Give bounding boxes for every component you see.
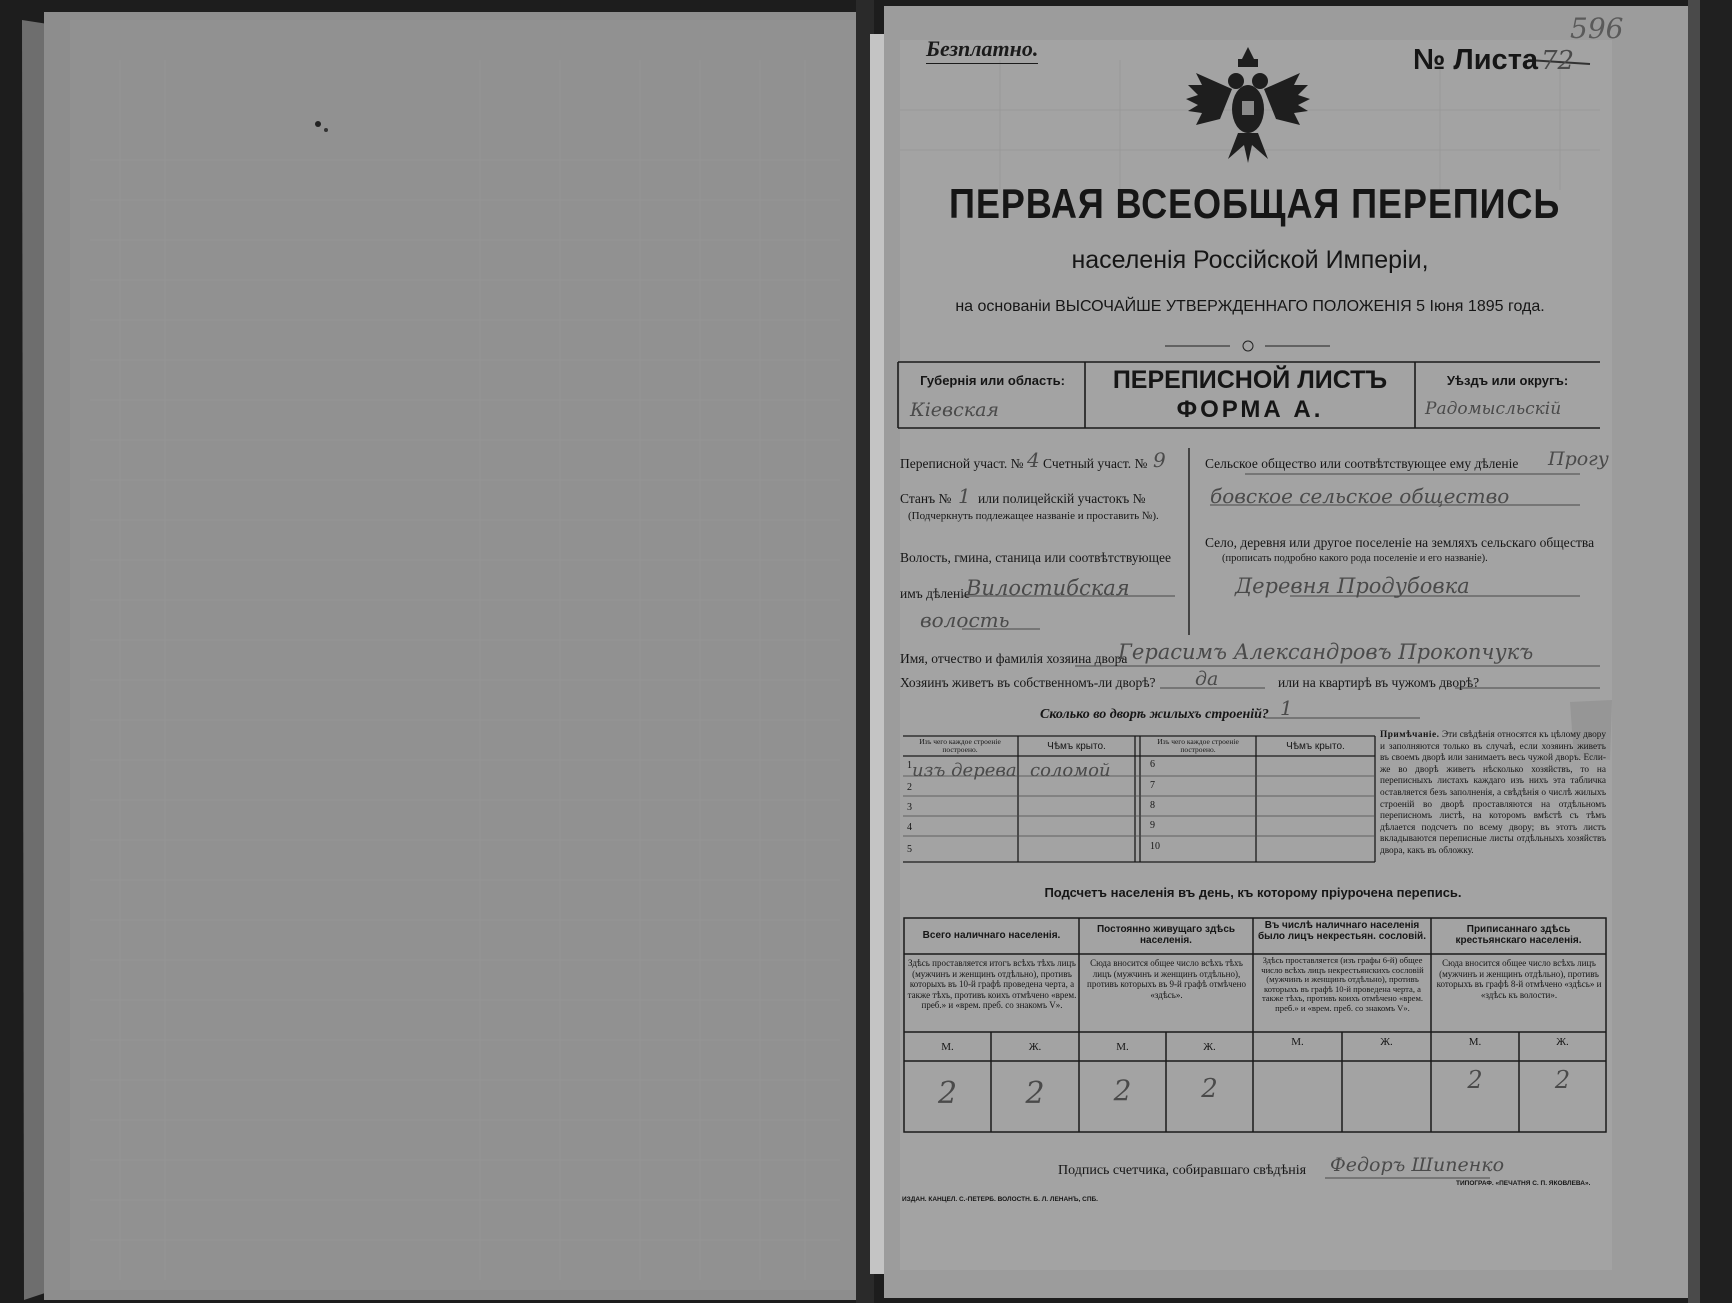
police-label: или полицейскій участокъ № bbox=[978, 491, 1146, 506]
signature-label: Подпись счетчика, собиравшаго свѣдѣнія bbox=[1058, 1163, 1307, 1178]
free-label: Безплатно. bbox=[926, 36, 1038, 64]
pop-value: 2 bbox=[1025, 1076, 1045, 1111]
pop-col-header: Всего наличнаго населенія. bbox=[922, 930, 1061, 941]
note-title: Примѣчаніе. bbox=[1380, 730, 1440, 740]
census-section-value: 4 bbox=[1027, 448, 1040, 472]
signature-value: Федоръ Шипенко bbox=[1330, 1154, 1505, 1176]
pop-m-header: М. bbox=[1291, 1036, 1304, 1048]
census-basis: на основаніи ВЫСОЧАЙШЕ УТВЕРЖДЕННАГО ПОЛОЖЕНІЯ 5 Іюня 1895 года. bbox=[955, 298, 1545, 315]
sheet-number-label: № Листа bbox=[1413, 44, 1539, 76]
pop-m-header: М. bbox=[1468, 1036, 1482, 1048]
building-row-number: 1 bbox=[907, 760, 912, 771]
pop-value: 2 bbox=[1113, 1074, 1132, 1107]
stan-value: 1 bbox=[958, 484, 971, 508]
own-yard-value: да bbox=[1195, 668, 1219, 690]
pop-col-desc: Сюда вносится общее число всѣхъ лицъ (мужчинъ и женщинъ отдѣльно), противъ которыхъ въ графѣ 8-й отмѣчено «здѣсь» и «здѣсь къ волости». bbox=[1436, 958, 1602, 1000]
building-row-number: 10 bbox=[1150, 841, 1160, 852]
census-section-label: Переписной участ. № bbox=[900, 456, 1024, 471]
buildings-count-label: Сколько во дворѣ жилыхъ строеній? bbox=[1040, 707, 1269, 722]
pop-f-header: Ж. bbox=[1203, 1041, 1216, 1053]
pop-col-desc: Сюда вносится общее число всѣхъ тѣхъ лицъ (мужчинъ и женщинъ отдѣльно), противъ которыхъ въ 9-й графѣ отмѣчено «здѣсь». bbox=[1087, 958, 1246, 1000]
society-value: Прогу bbox=[1548, 448, 1609, 470]
publisher-imprint: ИЗДАН. КАНЦЕЛ. С.-ПЕТЕРБ. ВОЛОСТН. Б. Л. ЛЕНАНЪ, СПБ. bbox=[902, 1196, 1098, 1203]
owner-name-value: Герасимъ Александровъ Прокопчукъ bbox=[1118, 640, 1534, 664]
society-value-2: бовское сельское общество bbox=[1210, 484, 1510, 508]
col-material-header-right: Изъ чего каждое строеніе построено. bbox=[1157, 737, 1239, 754]
village-value: Деревня Продубовка bbox=[1235, 574, 1470, 598]
population-title: Подсчетъ населенія въ день, къ которому пріурочена перепись. bbox=[1044, 885, 1462, 900]
building-roof: соломой bbox=[1030, 760, 1111, 781]
pop-m-header: М. bbox=[941, 1041, 954, 1053]
printer-imprint: ТИПОГРАФ. «ПЕЧАТНЯ С. П. ЯКОВЛЕВА». bbox=[1456, 1180, 1591, 1187]
volost-value: Вилостибская bbox=[966, 576, 1130, 600]
district-value: Радомысльскій bbox=[1425, 399, 1562, 419]
pop-m-header: М. bbox=[1116, 1041, 1129, 1053]
district-label: Уѣздъ или округъ: bbox=[1446, 373, 1569, 388]
village-note: (прописать подробно какого рода поселеніе и его названіе). bbox=[1222, 553, 1488, 564]
pop-f-header: Ж. bbox=[1028, 1041, 1042, 1053]
building-material: изъ дерева bbox=[912, 760, 1017, 781]
census-subtitle: населенія Россійской Имперіи, bbox=[1071, 246, 1429, 274]
building-row-number: 9 bbox=[1150, 820, 1155, 831]
volost-value-2: волость bbox=[920, 608, 1010, 632]
archive-number: 596 bbox=[1570, 12, 1624, 45]
count-section-label: Счетный участ. № bbox=[1043, 456, 1148, 471]
pop-col-header: Приписаннаго здѣсь крестьянскаго населенія. bbox=[1455, 924, 1582, 946]
stan-label: Станъ № bbox=[900, 491, 952, 506]
pop-f-header: Ж. bbox=[1380, 1036, 1393, 1048]
pop-col-header: Постоянно живущаго здѣсь населенія. bbox=[1096, 924, 1236, 946]
volost-label: Волость, гмина, станица или соотвѣтствующее bbox=[900, 550, 1171, 565]
census-title: ПЕРВАЯ ВСЕОБЩАЯ ПЕРЕПИСЬ bbox=[949, 180, 1561, 227]
pop-value: 2 bbox=[1554, 1066, 1571, 1094]
pop-col-desc: Здѣсь проставляется итогъ всѣхъ тѣхъ лицъ (мужчинъ и женщинъ отдѣльно), противъ которыхъ въ 10-й графѣ проведена черта, а также тѣхъ, противъ коихъ отмѣчено «врем. преб.» и «врем. преб. со знакомъ V». bbox=[907, 958, 1077, 1010]
pop-value: 2 bbox=[1201, 1074, 1218, 1104]
society-label: Сельское общество или соотвѣтствующее ему дѣленіе bbox=[1205, 456, 1519, 471]
col-roof-header: Чѣмъ крыто. bbox=[1047, 741, 1106, 752]
count-section-value: 9 bbox=[1153, 448, 1166, 472]
building-row-number: 4 bbox=[907, 822, 912, 833]
pop-col-desc: Здѣсь проставляется (изъ графы 6-й) общее число всѣхъ лицъ некрестьянскихъ сословій (мужчинъ и женщинъ отдѣльно), противъ которыхъ въ графѣ 10-й проведена черта, а также тѣхъ, противъ коихъ отмѣчено «врем. преб.» и «врем. преб. со знакомъ V». bbox=[1261, 955, 1424, 1013]
buildings-note bbox=[1380, 730, 1606, 858]
province-label: Губернія или область: bbox=[920, 373, 1065, 388]
note-text: Эти свѣдѣнія относятся къ цѣлому двору и заполняются только въ случаѣ, если хозяинъ живетъ въ своемъ дворѣ или занимаетъ весь чужой дворъ. Если-же во дворѣ живетъ нѣсколько хозяйствъ, то на переписныхъ листахъ каждаго изъ нихъ эта табличка оставляется безъ заполненія, а свѣдѣнія о числѣ жилыхъ строеній во дворѣ проставляются на отдѣльномъ переписномъ листѣ, на которомъ вмѣстѣ съ тѣмъ дѣлается подсчетъ по всему двору; въ этотъ листъ вкладываются переписные листы отдѣльныхъ хозяйствъ двора, какъ въ обложку. bbox=[1380, 730, 1606, 856]
sheet-number-value: 72 bbox=[1541, 46, 1575, 76]
building-row-number: 2 bbox=[907, 782, 912, 793]
col-material-header: Изъ чего каждое строеніе построено. bbox=[919, 737, 1001, 754]
pop-value: 2 bbox=[937, 1076, 958, 1111]
village-label: Село, деревня или другое поселеніе на земляхъ сельскаго общества bbox=[1205, 535, 1595, 550]
owner-name-label: Имя, отчество и фамилія хозяина двора bbox=[900, 651, 1128, 666]
province-value: Кіевская bbox=[910, 399, 999, 421]
pop-f-header: Ж. bbox=[1556, 1036, 1569, 1048]
building-row-number: 5 bbox=[907, 844, 912, 855]
building-row-number: 6 bbox=[1150, 759, 1155, 770]
form-title: ПЕРЕПИСНОЙ ЛИСТЪ bbox=[1112, 366, 1388, 394]
col-roof-header-right: Чѣмъ крыто. bbox=[1286, 741, 1345, 752]
own-yard-label: Хозяинъ живетъ въ собственномъ-ли дворѣ? bbox=[900, 675, 1156, 690]
buildings-count-value: 1 bbox=[1280, 696, 1293, 720]
pop-value: 2 bbox=[1467, 1066, 1483, 1094]
building-row-number: 3 bbox=[907, 802, 912, 813]
volost-label-2: имъ дѣленіе bbox=[900, 586, 971, 601]
pop-col-header: Въ числѣ наличнаго населенія было лицъ некрестьян. сословій. bbox=[1257, 920, 1426, 942]
police-note: (Подчеркнуть подлежащее названіе и проставить №). bbox=[908, 510, 1159, 522]
other-yard-label: или на квартирѣ въ чужомъ дворѣ? bbox=[1278, 675, 1480, 690]
building-row-number: 8 bbox=[1150, 800, 1155, 811]
building-row-number: 7 bbox=[1150, 780, 1155, 791]
form-subtitle: ФОРМА А. bbox=[1176, 396, 1324, 423]
